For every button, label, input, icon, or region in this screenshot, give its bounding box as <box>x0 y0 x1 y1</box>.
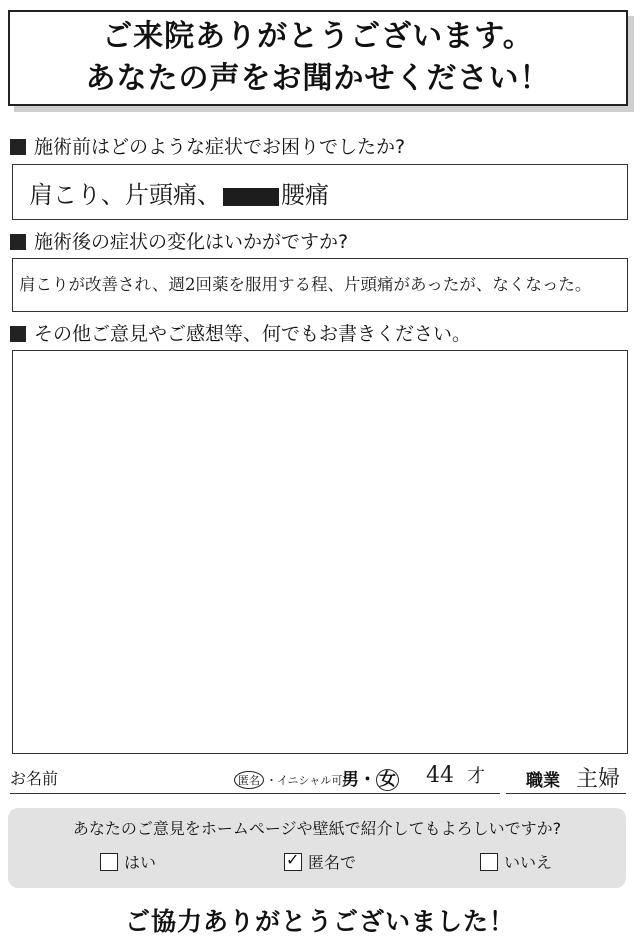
name-underline <box>10 793 500 794</box>
anonymous-note-rest: ・イニシャル可) <box>266 774 347 787</box>
age-number: 44 <box>426 763 454 788</box>
question-2-heading <box>10 230 348 254</box>
question-2-answer-box[interactable] <box>12 258 628 312</box>
gender-selector[interactable] <box>342 765 399 790</box>
question-1-answer-part2: 腰痛 <box>281 181 329 209</box>
check-mark-icon: ✓ <box>286 849 300 869</box>
question-3-answer-box[interactable] <box>12 350 628 754</box>
consent-option-anonymous[interactable] <box>284 850 356 873</box>
anonymous-circled-mark: 匿名 <box>234 771 264 789</box>
consent-option-yes[interactable] <box>100 850 156 873</box>
question-1-label: 施術前はどのような症状でお困りでしたか? <box>34 136 406 158</box>
checkbox-anonymous[interactable] <box>284 849 302 871</box>
consent-option-anonymous-label: 匿名で <box>308 853 357 872</box>
question-1-answer <box>29 175 329 210</box>
question-2-label: 施術後の症状の変化はいかがですか? <box>34 231 349 253</box>
consent-option-no-label: いいえ <box>504 853 553 872</box>
gender-male[interactable]: 男 <box>342 770 359 790</box>
header-banner <box>8 10 628 106</box>
question-3-label: その他ご意見やご感想等、何でもお書きください。 <box>34 323 472 345</box>
gender-separator: ・ <box>359 770 376 790</box>
checkbox-yes[interactable] <box>100 853 118 871</box>
question-2-answer: 肩こりが改善され、週2回薬を服用する程、片頭痛があったが、なくなった。 <box>19 275 592 294</box>
question-1-answer-box[interactable] <box>12 164 628 220</box>
gender-female-circled[interactable]: 女 <box>376 769 399 791</box>
age-unit: 才 <box>467 766 485 787</box>
header-title-line2: あなたの声をお聞かせください！ <box>85 61 551 96</box>
bullet-square-icon <box>10 234 26 250</box>
respondent-info-row <box>6 762 634 796</box>
question-3-heading <box>10 322 471 346</box>
occupation-value[interactable]: 主婦 <box>576 767 621 792</box>
question-1-answer-part1: 肩こり、片頭痛、 <box>29 181 221 209</box>
footer-thanks: ご協力ありがとうございました！ <box>124 907 515 936</box>
bullet-square-icon <box>10 326 26 342</box>
header-title-line1: ご来院ありがとうございます。 <box>102 19 534 54</box>
anonymous-note <box>234 771 347 789</box>
age-value[interactable] <box>426 762 485 788</box>
name-label: お名前 <box>10 769 59 788</box>
publication-consent-panel <box>8 808 626 888</box>
consent-option-yes-label: はい <box>124 853 157 872</box>
question-1-heading <box>10 135 405 159</box>
consent-option-no[interactable] <box>480 850 552 873</box>
checkbox-no[interactable] <box>480 853 498 871</box>
occupation-underline <box>506 793 626 794</box>
bullet-square-icon <box>10 139 26 155</box>
redaction-mark <box>223 188 279 206</box>
occupation-label: 職業 <box>526 771 560 791</box>
consent-question: あなたのご意見をホームページや壁紙で紹介してもよろしいですか? <box>72 819 562 838</box>
